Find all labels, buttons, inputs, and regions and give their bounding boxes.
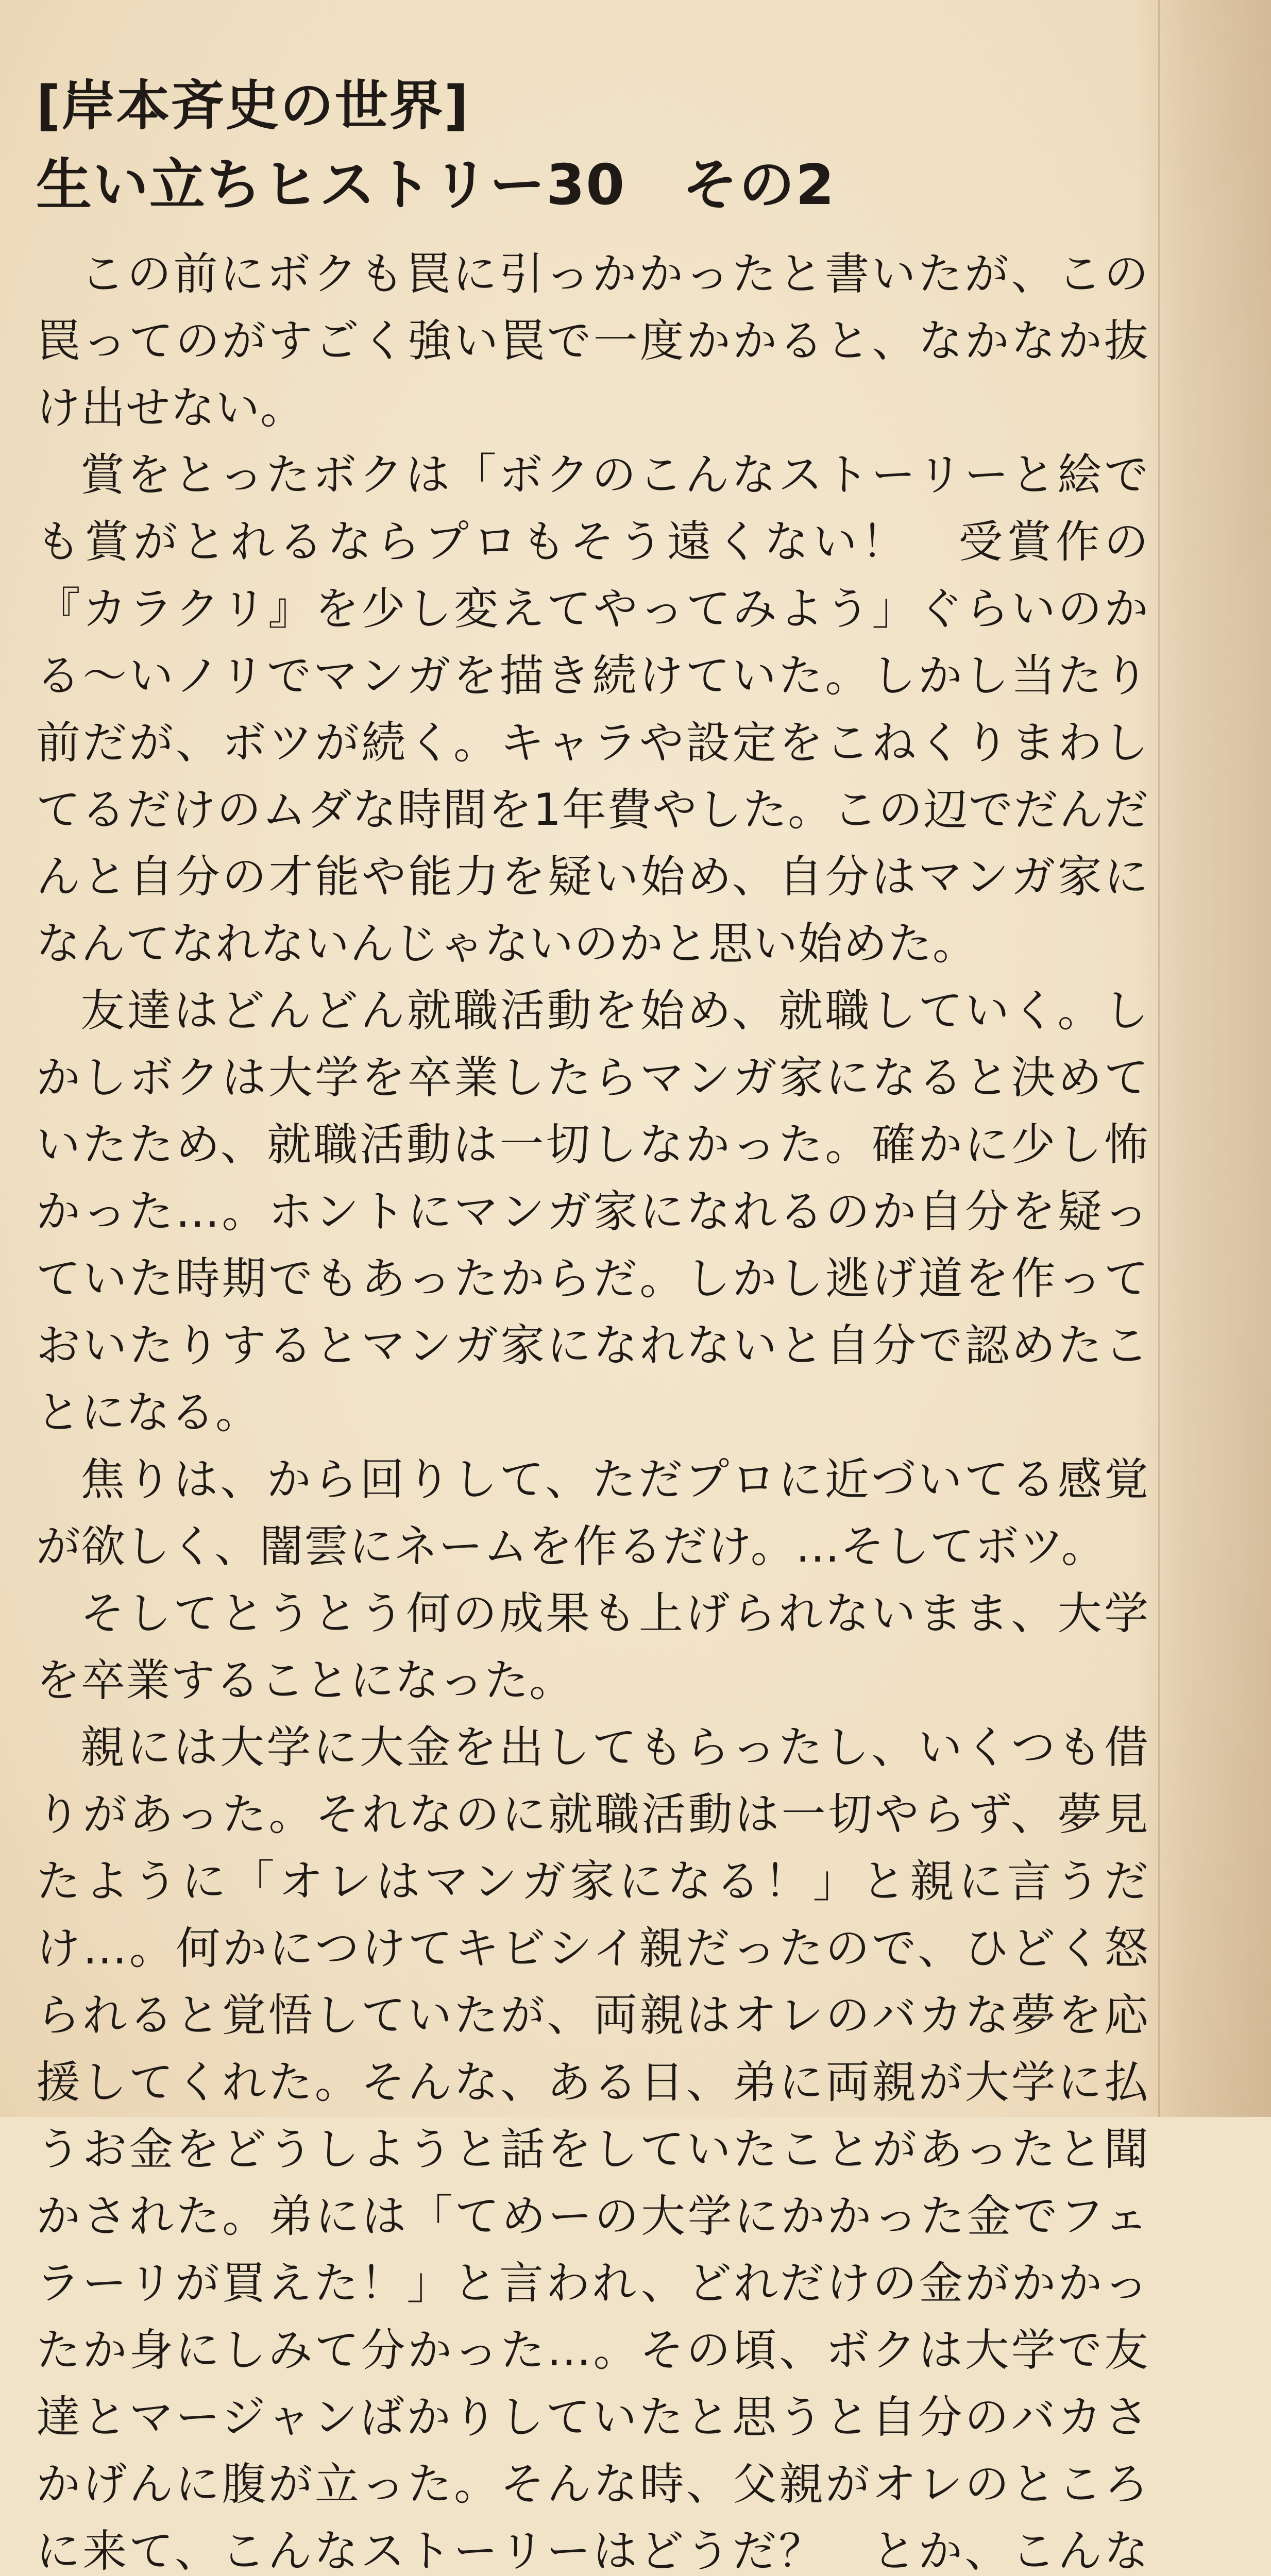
article-title: 生い立ちヒストリー30 その2	[36, 153, 836, 217]
page-gutter	[1158, 0, 1160, 2117]
paragraph: 賞をとったボクは「ボクのこんなストーリーと絵でも賞がとれるならプロもそう遠くない！ 受賞作の『カラクリ』を少し変えてやってみよう」ぐらいのかる〜いノリでマンガを描き続けていた。しかし当たり前だが、ボツが続く。キャラや設定をこねくりまわしてるだけのムダな時間を1年費やした。この辺でだんだんと自分の才能や能力を疑い始め、自分はマンガ家になんてなれないんじゃないのかと思い始めた。	[36, 449, 1149, 970]
paragraph: 親には大学に大金を出してもらったし、いくつも借りがあった。それなのに就職活動は一切やらず、夢見たように「オレはマンガ家になる！」と親に言うだけ…。何かにつけてキビシイ親だったので、ひどく怒られると覚悟していたが、両親はオレのバカな夢を応援してくれた。そんな、ある日、弟に両親が大学に払うお金をどうしようと話をしていたことがあったと聞かされた。弟には「てめーの大学にかかった金でフェラーリが買えた！」と言われ、どれだけの金がかかったか身にしみて分かった…。その頃、ボクは大学で友達とマージャンばかりしていたと思うと自分のバカさかげんに腹が立った。そんな時、父親がオレのところに来て、こんなストーリーはどうだ？ とか、こんな	[36, 1722, 1149, 2576]
column-heading: [岸本斉史の世界]	[36, 74, 470, 137]
paragraph: 友達はどんどん就職活動を始め、就職していく。しかしボクは大学を卒業したらマンガ家になると決めていたため、就職活動は一切しなかった。確かに少し怖かった…。ホントにマンガ家になれるのか自分を疑っていた時期でもあったからだ。しかし逃げ道を作っておいたりするとマンガ家になれないと自分で認めたことになる。	[36, 985, 1149, 1438]
article	[36, 72, 1149, 2576]
paragraph: この前にボクも罠に引っかかったと書いたが、この罠ってのがすごく強い罠で一度かかると、なかなか抜け出せない。	[36, 248, 1149, 434]
paragraph: そしてとうとう何の成果も上げられないまま、大学を卒業することになった。	[36, 1588, 1149, 1706]
paragraph: 焦りは、から回りして、ただプロに近づいてる感覚が欲しく、闇雲にネームを作るだけ。…そしてボツ。	[36, 1454, 1149, 1572]
